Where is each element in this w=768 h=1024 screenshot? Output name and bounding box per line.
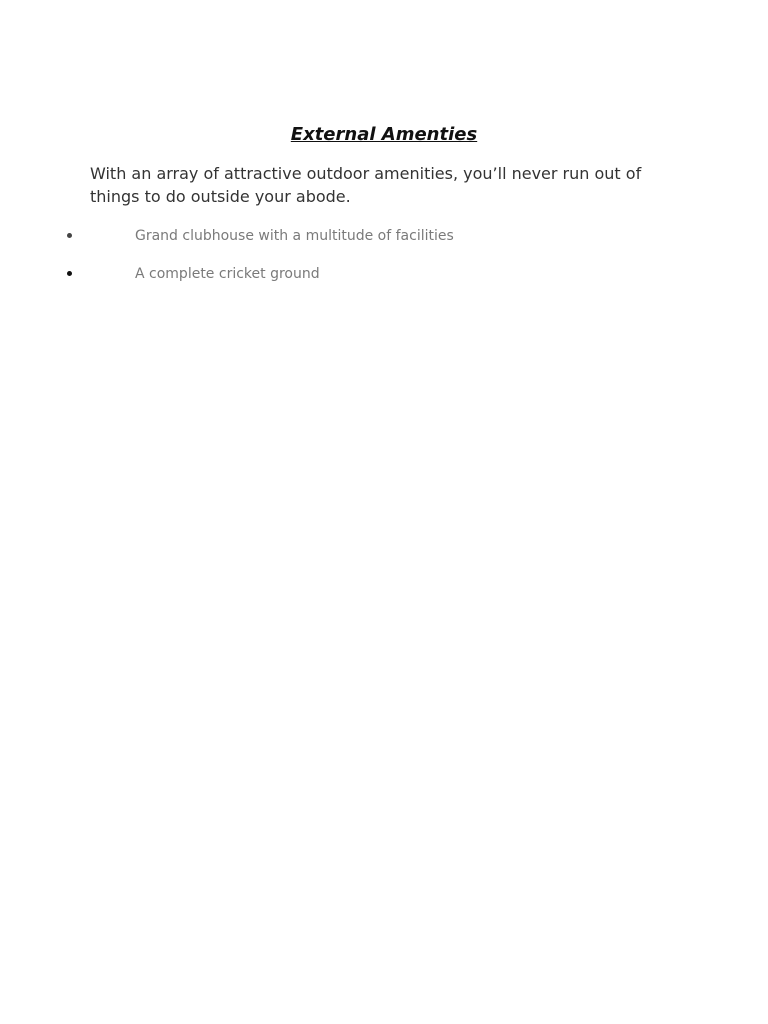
list-item	[0, 224, 768, 262]
list-item-text: A complete cricket ground	[135, 266, 320, 282]
bullet-icon	[67, 233, 72, 238]
list-item	[0, 262, 768, 300]
bullet-icon	[67, 271, 72, 276]
amenities-list	[0, 224, 768, 300]
page-title: External Amenties	[290, 124, 478, 145]
list-item-text: Grand clubhouse with a multitude of facilities	[135, 228, 454, 244]
intro-paragraph: With an array of attractive outdoor amenities, you’ll never run out of things to do outside your abode.	[90, 164, 642, 206]
